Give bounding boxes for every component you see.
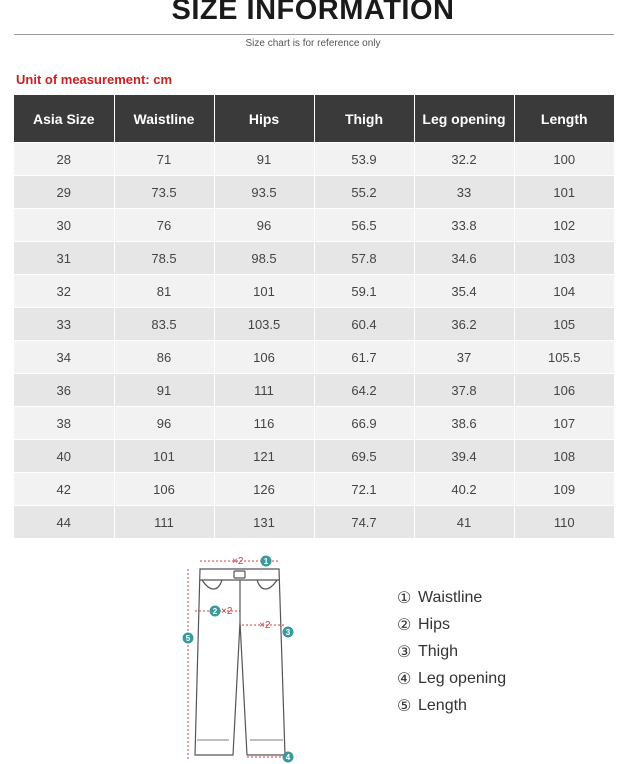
marker-hips <box>210 606 221 617</box>
table-row <box>14 374 614 407</box>
table-cell: 101 <box>214 275 314 308</box>
legend-number: ② <box>397 616 412 634</box>
size-table <box>14 95 614 538</box>
table-cell: 71 <box>114 143 214 176</box>
legend-label: Leg opening <box>418 669 507 687</box>
svg-text:4: 4 <box>285 753 291 762</box>
table-row <box>14 506 614 539</box>
table-cell: 72.1 <box>314 473 414 506</box>
table-cell: 121 <box>214 440 314 473</box>
table-cell: 105.5 <box>514 341 614 374</box>
legend-item-leg-opening <box>397 665 506 692</box>
table-row <box>14 209 614 242</box>
size-table-header <box>14 95 614 143</box>
table-cell: 108 <box>514 440 614 473</box>
marker-length <box>183 633 194 644</box>
table-cell: 96 <box>214 209 314 242</box>
table-cell: 41 <box>414 506 514 539</box>
table-cell: 96 <box>114 407 214 440</box>
table-row <box>14 440 614 473</box>
table-cell: 55.2 <box>314 176 414 209</box>
table-cell: 69.5 <box>314 440 414 473</box>
table-cell: 60.4 <box>314 308 414 341</box>
table-cell: 111 <box>214 374 314 407</box>
table-cell: 131 <box>214 506 314 539</box>
column-header-asia-size: Asia Size <box>14 95 114 143</box>
table-cell: 103.5 <box>214 308 314 341</box>
table-cell: 36.2 <box>414 308 514 341</box>
size-table-body <box>14 143 614 539</box>
legend-number: ④ <box>397 670 412 688</box>
table-cell: 81 <box>114 275 214 308</box>
page-title: SIZE INFORMATION <box>171 0 455 26</box>
legend-number: ⑤ <box>397 697 412 715</box>
table-cell: 104 <box>514 275 614 308</box>
table-cell: 33 <box>14 308 114 341</box>
table-cell: 74.7 <box>314 506 414 539</box>
column-header-leg-opening: Leg opening <box>414 95 514 143</box>
legend-label: Thigh <box>418 642 459 660</box>
table-cell: 109 <box>514 473 614 506</box>
title-divider <box>14 34 614 35</box>
hips-multiplier: ×2 <box>221 606 233 617</box>
table-cell: 106 <box>214 341 314 374</box>
table-cell: 33.8 <box>414 209 514 242</box>
table-cell: 33 <box>414 176 514 209</box>
table-cell: 83.5 <box>114 308 214 341</box>
table-row <box>14 143 614 176</box>
page-subtitle: Size chart is for reference only <box>245 38 381 49</box>
table-cell: 107 <box>514 407 614 440</box>
table-cell: 57.8 <box>314 242 414 275</box>
legend-item-hips <box>397 611 506 638</box>
table-cell: 126 <box>214 473 314 506</box>
unit-note: Unit of measurement: cm <box>16 72 173 87</box>
table-cell: 103 <box>514 242 614 275</box>
marker-waistline <box>261 556 272 567</box>
table-cell: 37 <box>414 341 514 374</box>
column-header-thigh: Thigh <box>314 95 414 143</box>
svg-text:1: 1 <box>263 557 269 566</box>
column-header-waistline: Waistline <box>114 95 214 143</box>
table-cell: 40 <box>14 440 114 473</box>
svg-text:3: 3 <box>285 628 291 637</box>
table-cell: 64.2 <box>314 374 414 407</box>
table-cell: 100 <box>514 143 614 176</box>
table-cell: 32 <box>14 275 114 308</box>
table-row <box>14 242 614 275</box>
legend-label: Waistline <box>418 588 483 606</box>
table-cell: 34 <box>14 341 114 374</box>
table-cell: 91 <box>214 143 314 176</box>
table-cell: 32.2 <box>414 143 514 176</box>
table-cell: 38.6 <box>414 407 514 440</box>
table-cell: 36 <box>14 374 114 407</box>
legend-label: Hips <box>418 615 451 633</box>
table-cell: 105 <box>514 308 614 341</box>
table-cell: 102 <box>514 209 614 242</box>
table-cell: 116 <box>214 407 314 440</box>
table-cell: 44 <box>14 506 114 539</box>
table-cell: 111 <box>114 506 214 539</box>
table-cell: 40.2 <box>414 473 514 506</box>
svg-text:2: 2 <box>212 607 218 616</box>
table-cell: 76 <box>114 209 214 242</box>
marker-leg-opening <box>283 752 294 763</box>
column-header-length: Length <box>514 95 614 143</box>
waistline-multiplier: ×2 <box>232 556 244 567</box>
table-row <box>14 407 614 440</box>
table-cell: 106 <box>114 473 214 506</box>
table-cell: 61.7 <box>314 341 414 374</box>
measurement-legend <box>397 584 506 719</box>
table-cell: 38 <box>14 407 114 440</box>
marker-thigh <box>283 627 294 638</box>
table-cell: 98.5 <box>214 242 314 275</box>
trousers-diagram <box>176 550 306 764</box>
table-cell: 101 <box>514 176 614 209</box>
table-cell: 35.4 <box>414 275 514 308</box>
table-row <box>14 341 614 374</box>
trousers-outline <box>195 569 285 755</box>
multiplier-labels <box>221 556 271 631</box>
legend-label: Length <box>418 696 467 714</box>
table-cell: 73.5 <box>114 176 214 209</box>
table-cell: 56.5 <box>314 209 414 242</box>
thigh-multiplier: ×2 <box>259 620 271 631</box>
table-cell: 86 <box>114 341 214 374</box>
column-header-hips: Hips <box>214 95 314 143</box>
table-row <box>14 308 614 341</box>
table-cell: 37.8 <box>414 374 514 407</box>
legend-number: ③ <box>397 643 412 661</box>
table-cell: 78.5 <box>114 242 214 275</box>
table-cell: 39.4 <box>414 440 514 473</box>
table-cell: 93.5 <box>214 176 314 209</box>
table-cell: 66.9 <box>314 407 414 440</box>
table-cell: 42 <box>14 473 114 506</box>
table-cell: 53.9 <box>314 143 414 176</box>
table-row <box>14 275 614 308</box>
legend-item-thigh <box>397 638 506 665</box>
table-cell: 34.6 <box>414 242 514 275</box>
table-cell: 29 <box>14 176 114 209</box>
legend-item-length <box>397 692 506 719</box>
svg-text:5: 5 <box>185 634 191 643</box>
table-cell: 106 <box>514 374 614 407</box>
table-cell: 30 <box>14 209 114 242</box>
legend-number: ① <box>397 589 412 607</box>
measurement-guides <box>185 561 285 760</box>
table-row <box>14 176 614 209</box>
table-cell: 28 <box>14 143 114 176</box>
table-cell: 59.1 <box>314 275 414 308</box>
table-cell: 101 <box>114 440 214 473</box>
table-cell: 91 <box>114 374 214 407</box>
table-cell: 110 <box>514 506 614 539</box>
legend-item-waistline <box>397 584 506 611</box>
table-cell: 31 <box>14 242 114 275</box>
table-row <box>14 473 614 506</box>
